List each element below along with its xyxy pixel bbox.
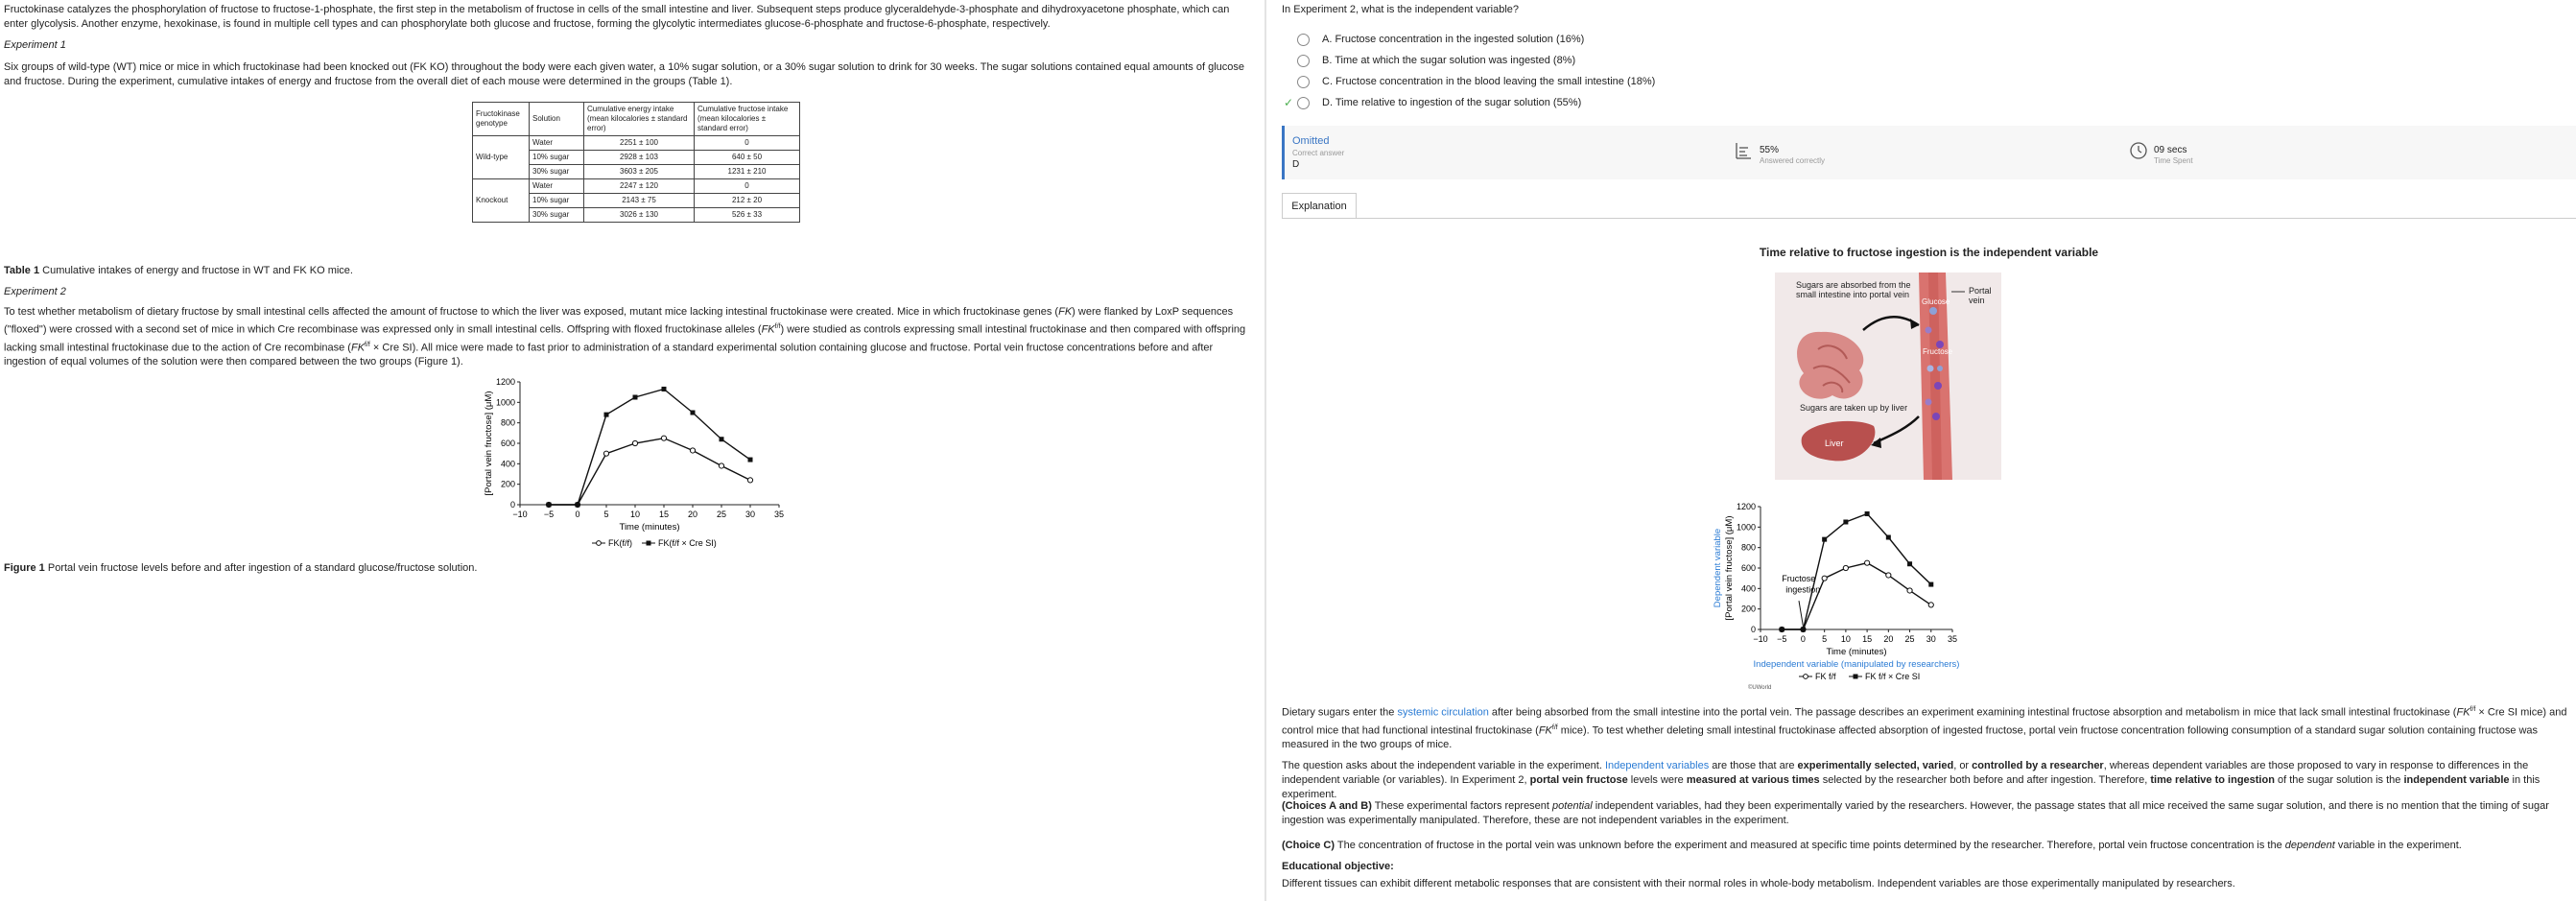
x-tick-label: 0: [1800, 634, 1806, 644]
independent-variable-label: Independent variable (manipulated by researchers): [1753, 659, 1960, 670]
table-header-cell: Cumulative fructose intake (mean kilocalories ± standard error): [695, 103, 800, 136]
table-cell: 526 ± 33: [695, 208, 800, 223]
x-tick-label: 5: [1822, 634, 1828, 644]
x-tick-label: 25: [716, 510, 727, 519]
choice-a[interactable]: A. Fructose concentration in the ingested solution (16%): [1322, 34, 1585, 45]
choice-radio-b[interactable]: [1297, 55, 1310, 67]
dependent-variable-label: Dependent variable: [1713, 528, 1723, 608]
data-point-open: [632, 440, 637, 445]
table-header-cell: Solution: [530, 103, 584, 136]
data-point-open: [1822, 576, 1827, 581]
data-point-filled: [576, 503, 580, 508]
data-point-open: [1886, 573, 1891, 578]
table-genotype-cell: Knockout: [473, 179, 530, 223]
y-axis-label: [Portal vein fructose] (μM): [484, 391, 494, 496]
choice-d[interactable]: D. Time relative to ingestion of the sugar solution (55%): [1322, 97, 1582, 108]
correct-answer-value: D: [1292, 159, 1300, 170]
table-genotype-cell: Wild-type: [473, 136, 530, 179]
x-tick-label: 30: [1926, 634, 1936, 644]
y-tick-label: 200: [500, 479, 515, 489]
legend-marker-1: [1854, 675, 1858, 679]
table-cell: 2928 ± 103: [584, 151, 695, 165]
table-cell: 10% sugar: [530, 194, 584, 208]
table-cell: 0: [695, 136, 800, 151]
series-line-1: [549, 389, 750, 505]
choice-radio-d[interactable]: [1297, 97, 1310, 109]
table-cell: 1231 ± 210: [695, 165, 800, 179]
systemic-circulation-link[interactable]: systemic circulation: [1397, 706, 1489, 719]
y-tick-label: 0: [509, 500, 515, 510]
explanation-paragraph-1: Dietary sugars enter the systemic circulation after being absorbed from the small intestine into the portal vein. The passage describes an experiment examining intestinal fructose absorption and metabolism in mice that lack small intestinal fructokinase ($FK^{f/f}$ × Cre SI mice) and control mice that had functional intestinal fructokinase ($FK^{f/f}$ mice). To test whether deleting small intestinal fructokinase affected absorption of ingested fructose, portal vein fructose concentration following consumption of a standard sugar solution containing fructose was measured in the two groups of mice.: [1282, 706, 2567, 751]
y-tick-label: 600: [500, 439, 515, 448]
data-point-open: [719, 463, 723, 468]
experiment-2-title: Experiment 2: [4, 286, 66, 297]
table-cell: 10% sugar: [530, 151, 584, 165]
data-point-filled: [1780, 628, 1784, 632]
x-tick-label: 20: [687, 510, 698, 519]
explanation-paragraph-2: The question asks about the independent variable in the experiment. Independent variables are those that are experimentally selected, varied, or controlled by a researcher, whereas dependent variables are those proposed to vary in response to differences in the independent variable (or variables). In Experiment 2, portal vein fructose levels were measured at various times selected by the researcher both before and after ingestion. Therefore, time relative to ingestion of the sugar solution is the independent variable in this experiment.: [1282, 760, 2541, 800]
table-header-cell: Fructokinase genotype: [473, 103, 530, 136]
legend-marker-1: [647, 541, 651, 546]
question-stem: In Experiment 2, what is the independent variable?: [1282, 4, 1520, 15]
explanation-paragraph-4: (Choice C) The concentration of fructose in the portal vein was unknown before the experiment and measured at specific time points determined by the researcher. Therefore, portal vein fructose concentration is the dependent variable in the experiment.: [1282, 840, 2462, 851]
table-row: [473, 179, 800, 194]
question-pane: [1266, 0, 2576, 901]
correct-check-icon: ✓: [1284, 96, 1294, 109]
y-tick-label: 1200: [495, 377, 515, 387]
data-point-open: [1865, 560, 1870, 565]
figure-1-caption: Figure 1 Portal vein fructose levels before and after ingestion of a standard glucose/fructose solution.: [4, 562, 478, 574]
table-header-cell: Cumulative energy intake (mean kilocalories ± standard error): [584, 103, 695, 136]
educational-objective-text: Different tissues can exhibit different metabolic responses that are consistent with their normal roles in whole-body metabolism. Independent variables are those experimentally manipulated by researchers.: [1282, 878, 2235, 889]
table-cell: 2247 ± 120: [584, 179, 695, 194]
x-tick-label: 0: [575, 510, 580, 519]
illus-portal-vein-label: Portal vein: [1969, 286, 1992, 305]
y-tick-label: 1200: [1736, 502, 1756, 511]
explanation-paragraph-3: (Choices A and B) These experimental factors represent potential independent variables, had they been experimentally varied by the researchers. However, the passage states that all mice received the same sugar solution, and there is no mention that the timing of sugar ingestion was experimentally manipulated. Therefore, these are not independent variables in the experiment.: [1282, 800, 2549, 826]
x-tick-label: −10: [1753, 634, 1768, 644]
series-line-0: [549, 439, 750, 505]
data-point-filled: [604, 413, 609, 417]
educational-objective-title: Educational objective:: [1282, 861, 1394, 872]
annotation-line-1: Fructose: [1782, 573, 1816, 583]
explanation-chart: [1689, 499, 2034, 691]
y-tick-label: 1000: [495, 397, 515, 408]
legend-label-1: FK f/f × Cre SI: [1865, 672, 1921, 681]
result-stats-bar: [1282, 126, 2576, 179]
illus-liver-label: Liver: [1825, 439, 1844, 448]
table-row: [473, 136, 800, 151]
y-axis-label: [Portal vein fructose] (μM): [1724, 515, 1735, 621]
y-tick-label: 0: [1750, 625, 1756, 634]
table-cell: 3026 ± 130: [584, 208, 695, 223]
illus-glucose-label: Glucose: [1922, 297, 1950, 306]
data-point-filled: [633, 395, 638, 400]
x-tick-label: 20: [1883, 634, 1894, 644]
x-axis-label: Time (minutes): [619, 522, 680, 533]
choice-b[interactable]: B. Time at which the sugar solution was ingested (8%): [1322, 55, 1576, 66]
x-tick-label: −5: [1777, 634, 1787, 644]
illus-fructose-label: Fructose: [1923, 347, 1953, 356]
table-cell: 0: [695, 179, 800, 194]
passage-pane: [0, 0, 1264, 901]
x-tick-label: 15: [658, 510, 670, 519]
x-tick-label: −5: [543, 510, 555, 519]
data-point-open: [1843, 565, 1848, 570]
data-point-filled: [1928, 582, 1933, 587]
legend-marker-0: [1804, 675, 1808, 679]
data-point-open: [661, 436, 666, 440]
experiment-1-title: Experiment 1: [4, 39, 66, 51]
data-point-filled: [1843, 520, 1848, 525]
data-point-open: [690, 448, 695, 453]
copyright: ©UWorld: [1748, 685, 1772, 691]
illus-liver-uptake-label: Sugars are taken up by liver: [1800, 403, 1908, 413]
correct-answer-label: Correct answer: [1292, 149, 1345, 157]
x-tick-label: 10: [629, 510, 641, 519]
x-tick-label: 35: [773, 510, 785, 519]
passage-intro: Fructokinase catalyzes the phosphorylation of fructose to fructose-1-phosphate, the first step in the metabolism of fructose in cells of the small intestine and liver. Subsequent steps produce glyceraldehyde-3-phosphate and dihydroxyacetone phosphate, which can enter glycolysis. Another enzyme, hexokinase, is found in multiple cell types and can phosphorylate both glucose and fructose, forming the glycolytic intermediates glucose-6-phosphate and fructose-6-phosphate, respectively.: [4, 4, 1230, 30]
tab-explanation[interactable]: Explanation: [1282, 193, 1357, 219]
data-point-open: [1907, 588, 1912, 593]
status-omitted: Omitted: [1292, 135, 1330, 147]
choice-c[interactable]: C. Fructose concentration in the blood leaving the small intestine (18%): [1322, 76, 1656, 87]
y-tick-label: 800: [1740, 542, 1756, 553]
table-cell: 30% sugar: [530, 208, 584, 223]
y-tick-label: 200: [1740, 604, 1756, 614]
intestine-liver-drawing: [1775, 273, 2001, 480]
table-cell: 2143 ± 75: [584, 194, 695, 208]
data-point-open: [603, 451, 608, 456]
annotation-line-2: ingestion: [1785, 584, 1821, 595]
data-point-filled: [1886, 535, 1891, 540]
percent-correct-label: Answered correctly: [1760, 156, 1826, 165]
data-point-filled: [720, 437, 724, 441]
data-point-filled: [748, 458, 753, 462]
table-header-row: [473, 103, 800, 136]
y-tick-label: 1000: [1736, 522, 1756, 533]
data-point-open: [1928, 603, 1933, 607]
illus-absorbed-label: Sugars are absorbed from the small intestine into portal vein: [1796, 280, 1911, 299]
data-point-filled: [1865, 511, 1870, 516]
x-tick-label: 35: [1947, 634, 1958, 644]
table-cell: 212 ± 20: [695, 194, 800, 208]
data-point-filled: [662, 387, 667, 391]
x-tick-label: 5: [603, 510, 609, 519]
choice-radio-a[interactable]: [1297, 34, 1310, 46]
tab-underline: [1282, 218, 2576, 219]
percent-correct-value: 55%: [1760, 145, 1780, 155]
y-tick-label: 400: [500, 459, 515, 469]
x-tick-label: −10: [512, 510, 528, 519]
legend-marker-0: [597, 541, 602, 546]
legend-label-0: FK f/f: [1815, 672, 1836, 681]
independent-variables-link[interactable]: Independent variables: [1604, 760, 1710, 771]
table-1: [472, 102, 800, 223]
table-cell: 3603 ± 205: [584, 165, 695, 179]
data-point-filled: [1907, 561, 1912, 566]
explanation-title: Time relative to fructose ingestion is the independent variable: [1759, 246, 2099, 259]
x-tick-label: 15: [1862, 634, 1873, 644]
x-tick-label: 30: [744, 510, 756, 519]
annotation-arrow: [1799, 601, 1803, 627]
table-cell: 30% sugar: [530, 165, 584, 179]
x-axis-label: Time (minutes): [1826, 647, 1887, 657]
data-point-filled: [1822, 537, 1827, 542]
experiment-2-text: To test whether metabolism of dietary fructose by small intestinal cells affected the amount of fructose to which the liver was exposed, mutant mice lacking intestinal fructokinase were created. Mice in which fructokinase genes (FK) were flanked by LoxP sequences ("floxed") were crossed with a second set of mice in which Cre recombinase was expressed only in small intestinal cells. Offspring with floxed fructokinase alleles $(FK^{f/f})$ were studied as controls expressing small intestinal fructokinase and then compared with offspring lacking small intestinal fructokinase due to the action of Cre recombinase ($FK^{f/f}$ × Cre SI). All mice were made to fast prior to administration of a standard experimental solution containing glucose and fructose. Portal vein fructose concentrations before and after ingestion of equal volumes of the solution were then compared between the two groups (Figure 1).: [4, 306, 1246, 368]
clock-icon: [2130, 142, 2147, 159]
experiment-1-text: Six groups of wild-type (WT) mice or mice in which fructokinase had been knocked out (FK KO) throughout the body were each given water, a 10% sugar solution, or a 30% sugar solution to drink for 30 weeks. The sugar solutions contained equal amounts of glucose and fructose. During the experiment, cumulative intakes of energy and fructose from the overall diet of each mouse were determined in the groups (Table 1).: [4, 61, 1244, 87]
data-point-open: [747, 478, 752, 483]
y-tick-label: 600: [1740, 563, 1756, 573]
legend-label-1: FK(f/f × Cre SI): [658, 538, 717, 548]
data-point-filled: [691, 411, 696, 415]
time-spent-label: Time Spent: [2154, 156, 2193, 165]
legend-label-0: FK(f/f): [608, 538, 632, 548]
time-spent-value: 09 secs: [2154, 145, 2187, 155]
table-cell: Water: [530, 136, 584, 151]
table-cell: 2251 ± 100: [584, 136, 695, 151]
absorption-illustration: [1775, 273, 2001, 480]
table-cell: Water: [530, 179, 584, 194]
choice-radio-c[interactable]: [1297, 76, 1310, 88]
series-line-1: [1782, 513, 1931, 629]
data-point-filled: [1801, 628, 1806, 632]
y-tick-label: 800: [500, 417, 515, 428]
x-tick-label: 10: [1840, 634, 1851, 644]
table-cell: 640 ± 50: [695, 151, 800, 165]
data-point-filled: [547, 503, 552, 508]
x-tick-label: 25: [1904, 634, 1915, 644]
table-1-caption: Table 1 Cumulative intakes of energy and fructose in WT and FK KO mice.: [4, 265, 353, 276]
y-tick-label: 400: [1740, 583, 1756, 594]
bar-chart-icon: [1736, 142, 1751, 157]
figure-1-chart: [470, 372, 785, 559]
